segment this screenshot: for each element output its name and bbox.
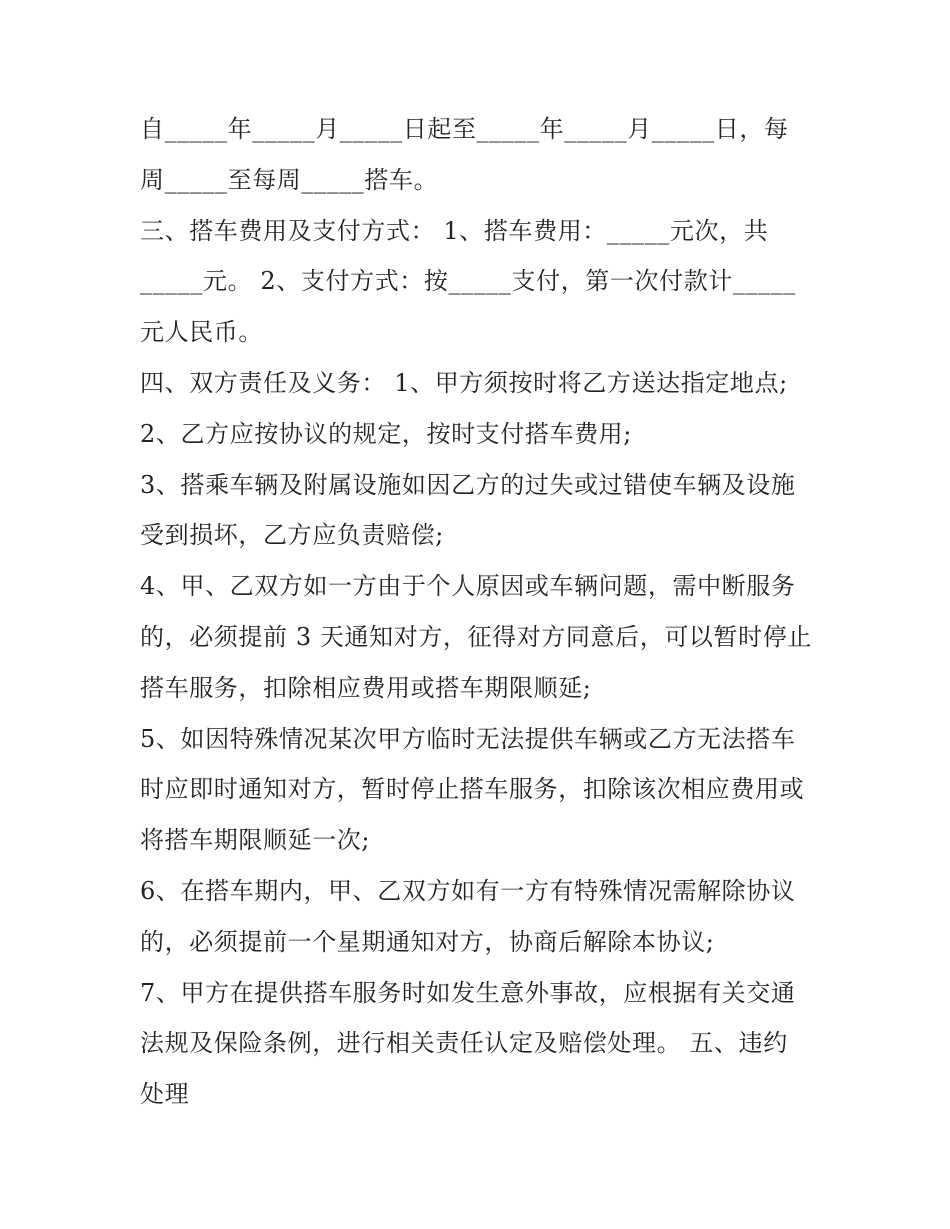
text-line: 将搭车期限顺延一次; [140,826,371,855]
text-line: 搭车服务，扣除相应费用或搭车期限顺延; [140,673,592,702]
text-line: _____元。 2、支付方式：按_____支付，第一次付款计_____ [140,267,796,296]
text-line: 处理 [140,1080,190,1109]
text-line: 6、在搭车期内，甲、乙双方如有一方有特殊情况需解除协议 [140,876,796,905]
text-line: 4、甲、乙双方如一方由于个人原因或车辆问题，需中断服务 [140,572,796,601]
text-line: 2、乙方应按协议的规定，按时支付搭车费用; [140,419,632,448]
text-line: 周_____至每周_____搭车。 [140,165,439,194]
text-line: 5、如因特殊情况某次甲方临时无法提供车辆或乙方无法搭车 [140,724,796,753]
text-line: 的，必须提前一个星期通知对方，协商后解除本协议; [140,927,715,956]
text-line: 7、甲方在提供搭车服务时如发生意外事故，应根据有关交通 [140,978,796,1007]
text-line: 元人民币。 [140,318,263,347]
text-line: 自_____年_____月_____日起至_____年_____月_____日，每 [140,115,789,143]
text-line: 受到损坏，乙方应负责赔偿; [140,521,444,550]
text-line: 三、搭车费用及支付方式： 1、搭车费用：_____元次，共 [140,216,769,245]
contract-text [140,104,820,1120]
text-line: 法规及保险条例，进行相关责任认定及赔偿处理。 五、违约 [140,1029,788,1058]
text-line: 的，必须提前 3 天通知对方，征得对方同意后，可以暂时停止 [140,622,812,651]
text-line: 四、双方责任及义务： 1、甲方须按时将乙方送达指定地点; [140,368,788,397]
text-line: 时应即时通知对方，暂时停止搭车服务，扣除该次相应费用或 [140,775,805,804]
text-line: 3、搭乘车辆及附属设施如因乙方的过失或过错使车辆及设施 [140,470,796,499]
